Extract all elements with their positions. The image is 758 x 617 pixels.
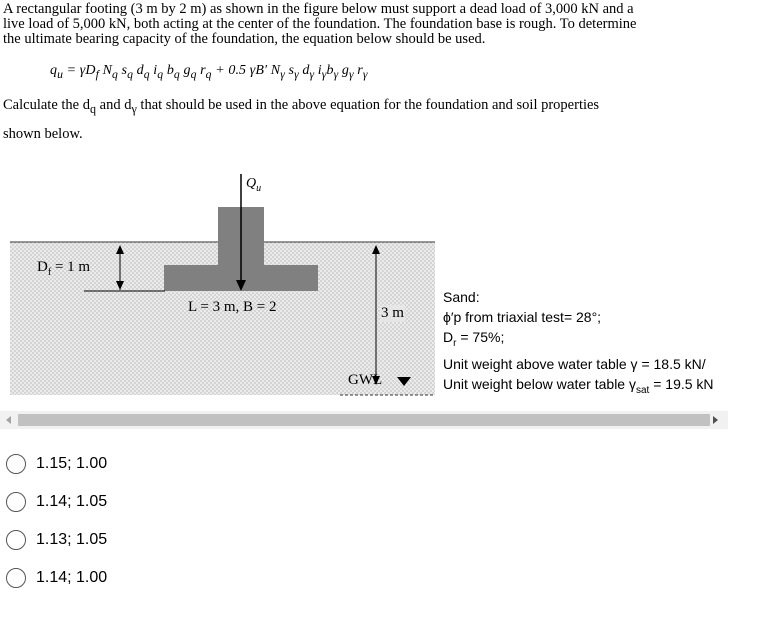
answer-option[interactable] [6, 528, 107, 552]
radio-button[interactable] [6, 568, 26, 588]
answer-option[interactable] [6, 490, 107, 514]
scroll-right-arrow-icon[interactable] [713, 416, 718, 424]
relative-density-line: $D_r = 75\%$; [443, 329, 505, 349]
foundation-figure [0, 150, 758, 412]
option-label: 1.14; 1.00 [36, 569, 108, 586]
soil-title: Sand: [443, 289, 480, 305]
radio-button[interactable] [6, 530, 26, 550]
footing-dimension-label: L = 3 m, B = 2 [188, 299, 277, 315]
option-label: 1.14; 1.05 [36, 493, 108, 510]
shown-below-text: shown below. [3, 126, 83, 142]
horizontal-scrollbar[interactable] [0, 411, 728, 429]
answer-option[interactable] [6, 452, 107, 476]
bearing-capacity-equation: $q_u = \gamma D_f$ $N_q$ $s_q$ $d_q$ $i_q$ $b_q$ $g_q$ $r_q + 0.5$ γB′ $N_\gamma$ $s_\gamma$ $d_\gamma$ $i_\gamma b_\gamma$ $g_\gamma$ $r_\gamma$ [50, 63, 368, 81]
unit-weight-above-line: Unit weight above water table γ = 18.5 kN/ [443, 355, 706, 372]
radio-button[interactable] [6, 454, 26, 474]
answer-option[interactable] [6, 566, 107, 590]
question-line-3: the ultimate bearing capacity of the foundation, the equation below should be used. [3, 31, 486, 47]
depth-label: 3 m [381, 305, 404, 321]
qu-label: $Q_u$ [246, 176, 262, 194]
question-text [3, 2, 753, 47]
soil-properties [443, 287, 758, 401]
df-label: $D_f = 1$ m [37, 259, 91, 278]
option-label: 1.13; 1.05 [36, 531, 108, 548]
question-line-1: A rectangular footing (3 m by 2 m) as shown in the figure below must support a dead load of 3,000 kN and a [3, 1, 634, 17]
scrollbar-thumb[interactable] [18, 414, 710, 426]
question-line-2: live load of 5,000 kN, both acting at the center of the foundation. The foundation base is rough. To determine [3, 16, 637, 32]
unit-weight-below-line: Unit weight below water table $\gamma_{sat} = 19.5$ kN [443, 375, 714, 396]
gwl-label: GWL [348, 372, 383, 388]
phi-line: ϕ′p from triaxial test= 28°; [443, 309, 602, 325]
scroll-left-arrow-icon[interactable] [6, 416, 11, 424]
calculate-instruction: Calculate the $d_q$ and $d_\gamma$ that should be used in the above equation for the foundation and soil properties [3, 97, 600, 116]
option-label: 1.15; 1.00 [36, 455, 108, 472]
radio-button[interactable] [6, 492, 26, 512]
